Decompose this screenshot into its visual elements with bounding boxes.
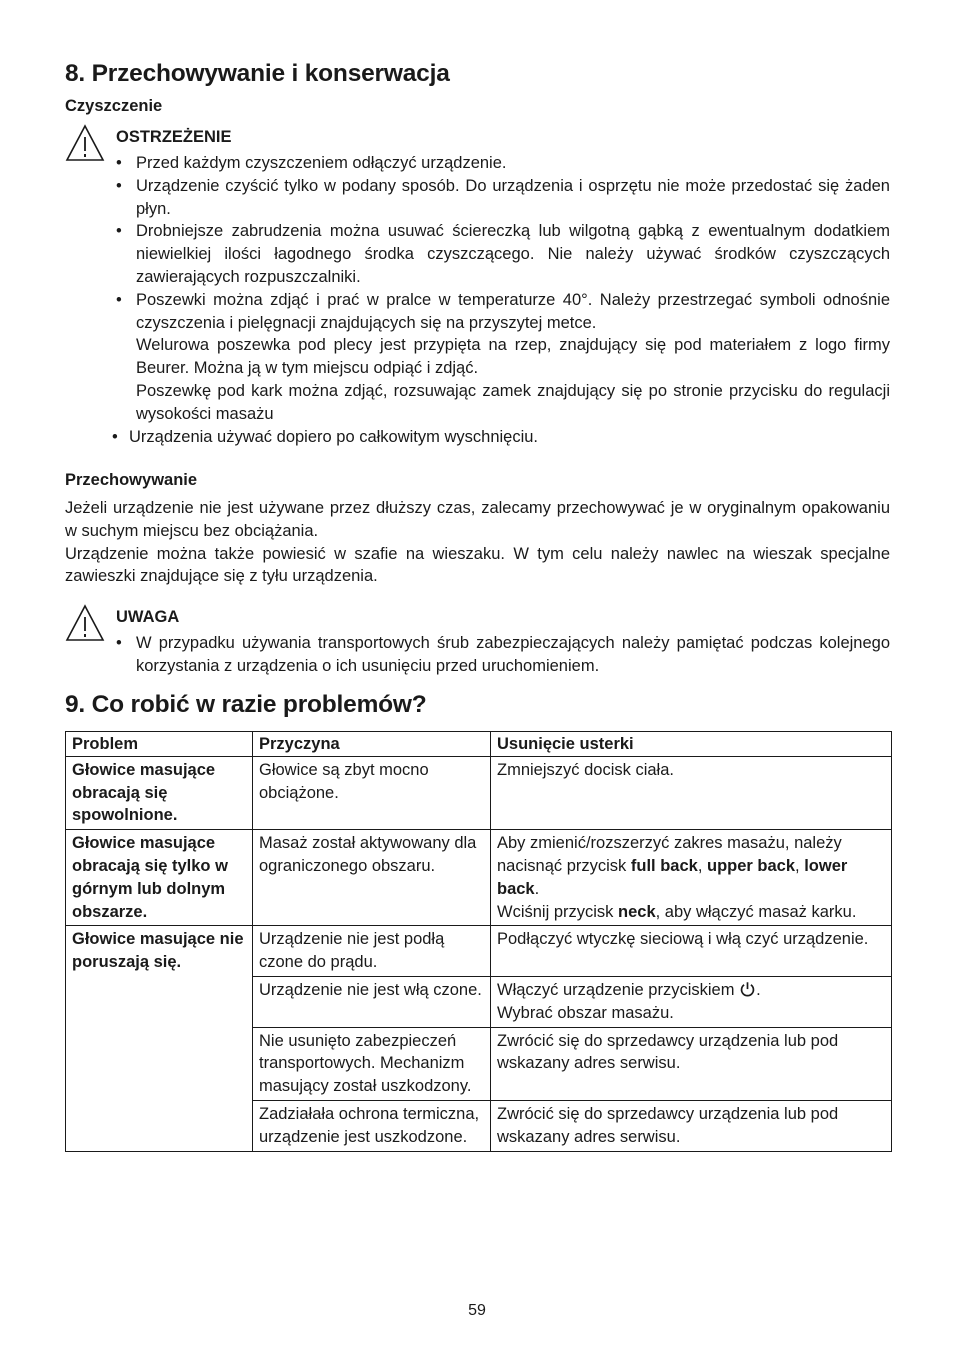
list-item-text: Przed każdym czyszczeniem odłączyć urządzenie. <box>136 154 507 172</box>
cause-cell: Urządzenie nie jest włą czone. <box>253 976 491 1027</box>
cause-cell: Masaż został aktywowany dla ograniczonego obszaru. <box>253 830 491 926</box>
problem-cell: Głowice masujące obracają się tylko w górnym lub dolnym obszarze. <box>66 830 253 926</box>
fix-cell: Zwrócić się do sprzedawcy urządzenia lub pod wskazany adres serwisu. <box>491 1100 892 1151</box>
fix-cell: Podłączyć wtyczkę sieciową i włą czyć urządzenie. <box>491 926 892 977</box>
notice-title: UWAGA <box>116 608 180 626</box>
storage-heading: Przechowywanie <box>65 471 198 489</box>
button-name: upper back <box>707 856 796 875</box>
fix-text: , <box>697 856 707 875</box>
column-header: Problem <box>66 732 253 757</box>
fix-text: Wybrać obszar masażu. <box>497 1003 674 1022</box>
fix-cell: Zwrócić się do sprzedawcy urządzenia lub pod wskazany adres serwisu. <box>491 1027 892 1100</box>
table-header-row <box>66 732 892 757</box>
list-item: • Urządzenia używać dopiero po całkowitym wyschnięciu. <box>112 427 539 446</box>
section-9-title: 9. Co robić w razie problemów? <box>65 691 427 718</box>
table-row <box>66 830 892 926</box>
list-item-text: Poszewki można zdjąć i prać w pralce w temperaturze 40°. Należy przestrzegać symboli odnośnie czyszczenia i pielęgnacji znajdujących się na przyszytej metce. <box>136 290 890 332</box>
button-name: lower back <box>497 856 848 898</box>
list-item-text: Urządzenie czyścić tylko w podany sposób. Do urządzenia i osprzętu nie może przedostać się żaden płyn. <box>136 176 890 218</box>
button-name: full back <box>630 856 698 875</box>
list-item-extra: Poszewkę pod kark można zdjąć, rozsuwając zamek znajdujący się po stronie przycisku do regulacji wysokości masażu <box>136 381 890 423</box>
table-row <box>66 926 892 977</box>
list-item: • Przed każdym czyszczeniem odłączyć urządzenie. <box>116 154 507 172</box>
troubleshooting-table <box>65 731 892 1152</box>
fix-text: , <box>795 856 805 875</box>
fix-text: . <box>534 879 540 898</box>
fix-text: Aby zmienić/rozszerzyć zakres masażu, należy nacisnąć przycisk <box>497 834 842 875</box>
list-item-text: Urządzenia używać dopiero po całkowitym wyschnięciu. <box>129 427 539 446</box>
power-icon <box>739 981 756 998</box>
cleaning-heading: Czyszczenie <box>65 97 163 115</box>
cause-cell: Nie usunięto zabezpieczeń transportowych. Mechanizm masujący został uszkodzony. <box>253 1027 491 1100</box>
storage-paragraph: Jeżeli urządzenie nie jest używane przez dłuższy czas, zalecamy przechowywać je w oryginalnym opakowaniu w suchym miejscu bez obciążania. <box>65 499 890 540</box>
cause-cell: Zadziałała ochrona termiczna, urządzenie jest uszkodzone. <box>253 1100 491 1151</box>
problem-cell: Głowice masujące nie poruszają się. <box>66 926 253 1151</box>
warning-triangle-icon <box>65 124 105 162</box>
button-name: neck <box>618 902 656 921</box>
list-item: • Poszewki można zdjąć i prać w pralce w temperaturze 40°. Należy przestrzegać symboli odnośnie czyszczenia i pielęgnacji znajdujących się na przyszytej metce. Welurowa poszewka pod plecy jest przypięta na rzep, znajdujący się pod materiałem z logo firmy Beurer. Można ją w tym miejscu odpiąć i zdjąć. Poszewkę pod kark można zdjąć, rozsuwając zamek znajdujący się po stronie przycisku do regulacji wysokości masażu <box>116 289 890 426</box>
cause-cell: Głowice są zbyt mocno obciążone. <box>253 756 491 829</box>
table-row <box>66 756 892 829</box>
list-item-text: Drobniejsze zabrudzenia można usuwać ściereczką lub wilgotną gąbką z ewentualnym dodatkiem niewielkiej ilości łagodnego środka czyszczącego. Nie należy używać środków czyszczących zawierających rozpuszczalniki. <box>136 222 890 286</box>
storage-bullets <box>116 632 890 678</box>
column-header: Przyczyna <box>253 732 491 757</box>
storage-notice <box>65 606 890 628</box>
list-item: • Drobniejsze zabrudzenia można usuwać ściereczką lub wilgotną gąbką z ewentualnym dodatkiem niewielkiej ilości łagodnego środka czyszczącego. Nie należy używać środków czyszczących zawierających rozpuszczalniki. <box>116 222 890 286</box>
page-number: 59 <box>468 1302 486 1319</box>
column-header: Usunięcie usterki <box>491 732 892 757</box>
fix-text: Wciśnij przycisk <box>497 902 619 921</box>
list-item-extra: Welurowa poszewka pod plecy jest przypięta na rzep, znajdujący się pod materiałem z logo firmy Beurer. Można ją w tym miejscu odpiąć i zdjąć. <box>136 336 890 378</box>
cleaning-warning <box>65 126 890 148</box>
cause-cell: Urządzenie nie jest podłą czone do prądu. <box>253 926 491 977</box>
storage-paragraph: Urządzenie można także powiesić w szafie na wieszaku. W tym celu należy nawlec na wieszak specjalne zawieszki znajdujące się z tyłu urządzenia. <box>65 544 890 586</box>
problem-cell: Głowice masujące obracają się spowolnione. <box>66 756 253 829</box>
warning-triangle-icon <box>65 604 105 642</box>
fix-cell <box>491 830 892 926</box>
cleaning-bullets <box>112 152 890 448</box>
fix-cell: Włączyć urządzenie przyciskiem . Wybrać obszar masażu. <box>491 976 892 1027</box>
fix-cell: Zmniejszyć docisk ciała. <box>491 756 892 829</box>
fix-text: , aby włączyć masaż karku. <box>655 902 857 921</box>
storage-text <box>65 497 890 588</box>
list-item: • Urządzenie czyścić tylko w podany sposób. Do urządzenia i osprzętu nie może przedostać się żaden płyn. <box>116 176 890 218</box>
section-8-title: 8. Przechowywanie i konserwacja <box>65 60 450 87</box>
fix-text: Włączyć urządzenie przyciskiem <box>497 980 735 999</box>
warning-title: OSTRZEŻENIE <box>116 128 232 146</box>
list-item-text: W przypadku używania transportowych śrub zabezpieczających należy pamiętać podczas kolejnego korzystania z urządzenia o ich usunięciu przed uruchomieniem. <box>136 634 890 675</box>
list-item: • W przypadku używania transportowych śrub zabezpieczających należy pamiętać podczas kolejnego korzystania z urządzenia o ich usunięciu przed uruchomieniem. <box>116 634 890 675</box>
